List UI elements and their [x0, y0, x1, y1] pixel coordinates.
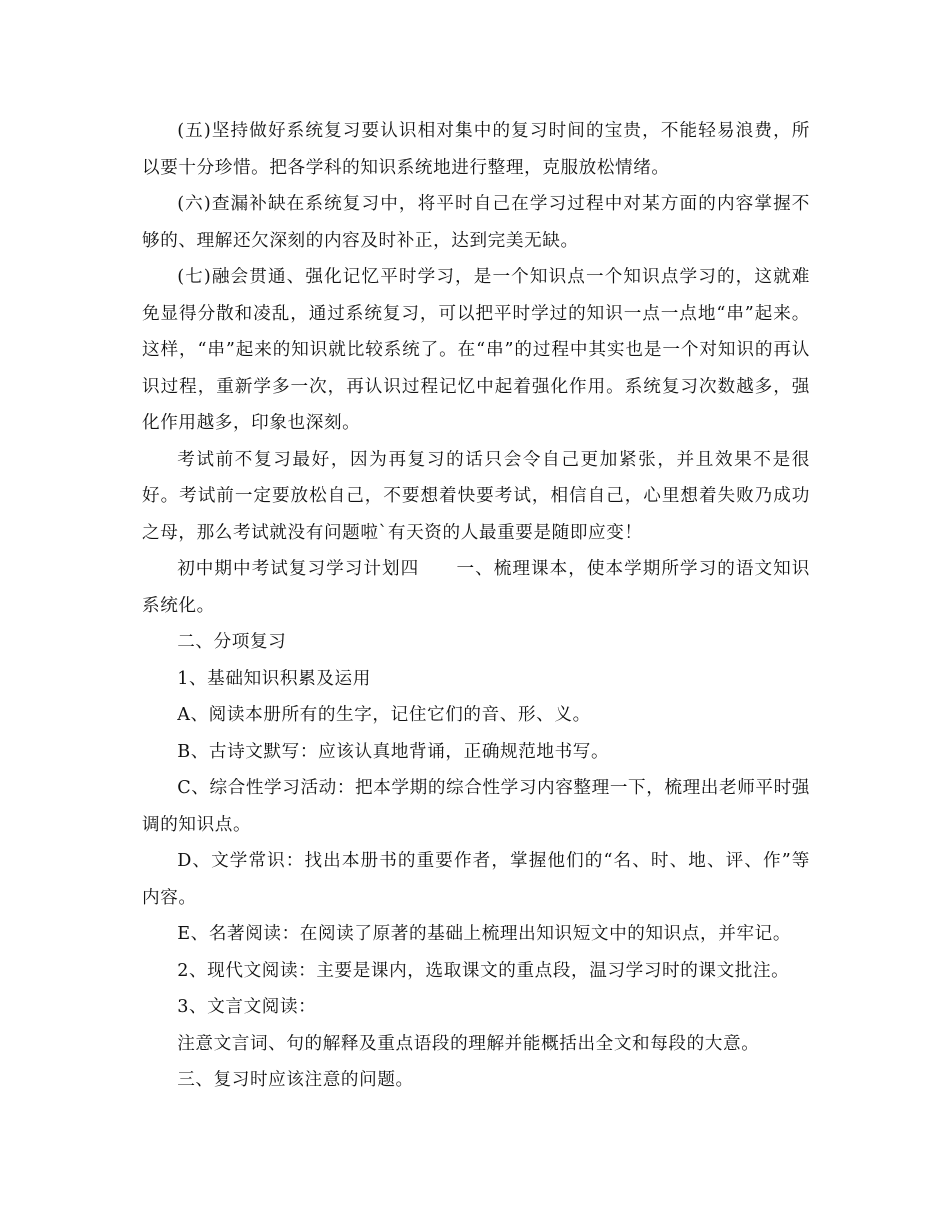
list-item-a: A、阅读本册所有的生字，记住它们的音、形、义。 — [177, 705, 591, 725]
paragraph-section-seven: (七)融会贯通、强化记忆平时学习，是一个知识点一个知识点学习的，这就难免显得分散和凌乱，通过系统复习，可以把平时学过的知识一点一点地“串”起来。这样，“串”起来的知识就比较系统了。在“串”的过程中其实也是一个对知识的再认识过程，重新学多一次，再认识过程记忆中起着强化作用。系统复习次数越多，强化作用越多，印象也深刻。 — [142, 267, 810, 433]
list-item-d: D、文学常识：找出本册书的重要作者，掌握他们的“名、时、地、评、作”等内容。 — [142, 851, 810, 908]
list-item-c: C、综合性学习活动：把本学期的综合性学习内容整理一下，梳理出老师平时强调的知识点。 — [142, 778, 810, 835]
heading-subitem-review: 二、分项复习 — [177, 632, 287, 652]
list-item-modern-reading: 2、现代文阅读：主要是课内，选取课文的重点段，温习学习时的课文批注。 — [177, 960, 790, 981]
paragraph-plan-four: 初中期中考试复习学习计划四 一、梳理课本，使本学期所学习的语文知识系统化。 — [142, 559, 810, 616]
heading-basic-knowledge: 1、基础知识积累及运用 — [177, 668, 371, 689]
paragraph-exam-advice: 考试前不复习最好，因为再复习的话只会令自己更加紧张，并且效果不是很好。考试前一定要放松自己，不要想着快要考试，相信自己，心里想着失败乃成功之母，那么考试就没有问题啦`有天资的人最重要是随即应变！ — [142, 449, 810, 543]
paragraph-classical-note: 注意文言词、句的解释及重点语段的理解并能概括出全文和每段的大意。 — [177, 1033, 760, 1054]
paragraph-section-six: (六)查漏补缺在系统复习中，将平时自己在学习过程中对某方面的内容掌握不够的、理解还欠深刻的内容及时补正，达到完美无缺。 — [142, 194, 810, 251]
list-item-e: E、名著阅读：在阅读了原著的基础上梳理出知识短文中的知识点，并牢记。 — [177, 924, 792, 944]
document-page — [142, 113, 810, 1099]
paragraph-section-five: (五)坚持做好系统复习要认识相对集中的复习时间的宝贵，不能轻易浪费，所以要十分珍惜。把各学科的知识系统地进行整理，克服放松情绪。 — [142, 121, 810, 178]
list-item-classical-reading: 3、文言文阅读： — [177, 997, 317, 1017]
heading-review-issues: 三、复习时应该注意的问题。 — [177, 1070, 414, 1090]
list-item-b: B、古诗文默写：应该认真地背诵，正确规范地书写。 — [177, 741, 610, 762]
